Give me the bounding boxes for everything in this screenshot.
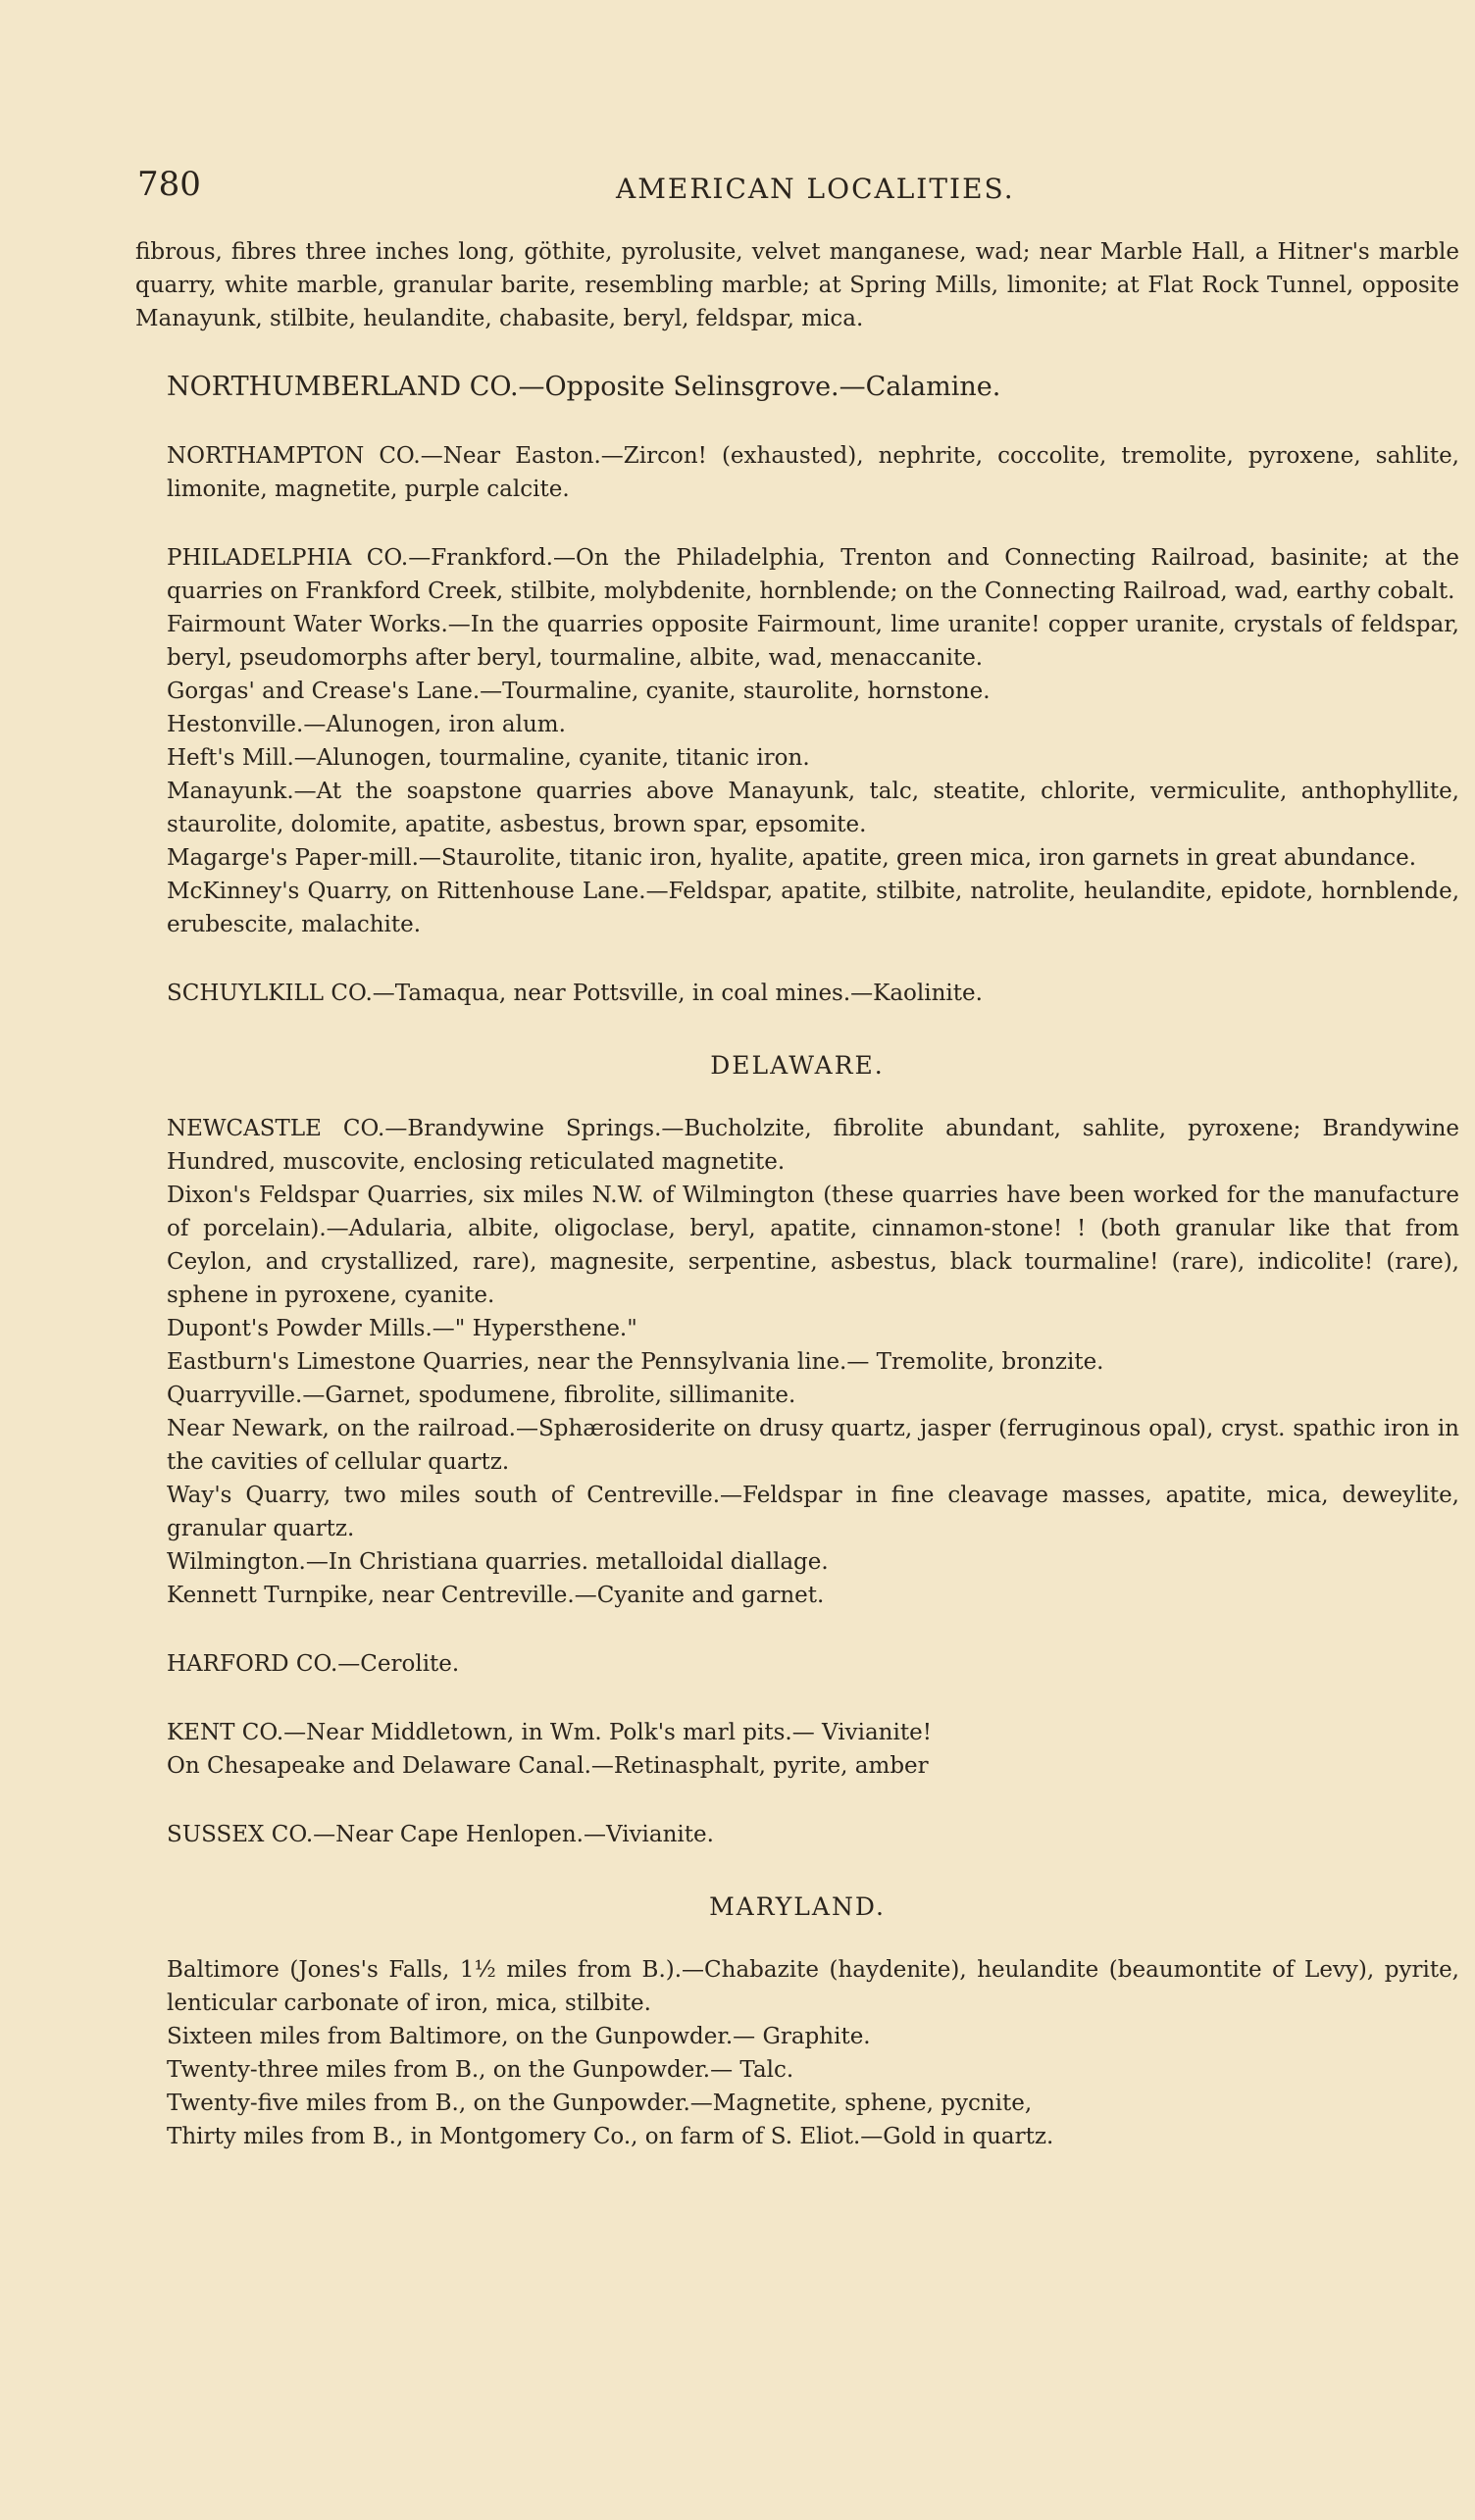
locality-entry: On Chesapeake and Delaware Canal.—Retinasphalt, pyrite, amber: [167, 1753, 929, 1779]
locality-entry: Way's Quarry, two miles south of Centreville.—Feldspar in fine cleavage masses, apatite, mica, deweylite, granular quartz.: [167, 1483, 1459, 1541]
locality-entry: Near Newark, on the railroad.—Sphærosiderite on drusy quartz, jasper (ferruginous opal), cryst. spathic iron in the cavities of cellular quartz.: [167, 1416, 1459, 1475]
county-entry: SUSSEX CO.—Near Cape Henlopen.—Vivianite.: [167, 1822, 714, 1847]
county-entry: HARFORD CO.—Cerolite.: [167, 1651, 460, 1677]
locality-entry: Sixteen miles from Baltimore, on the Gunpowder.— Graphite.: [167, 2024, 871, 2049]
locality-entry: Heft's Mill.—Alunogen, tourmaline, cyanite, titanic iron.: [167, 745, 810, 771]
state-heading: DELAWARE.: [710, 1051, 885, 1080]
locality-entry: McKinney's Quarry, on Rittenhouse Lane.—Feldspar, apatite, stilbite, natrolite, heulandite, epidote, hornblende, erubescite, malachite.: [167, 879, 1459, 937]
county-entry: KENT CO.—Near Middletown, in Wm. Polk's marl pits.— Vivianite!: [167, 1720, 932, 1745]
running-title: AMERICAN LOCALITIES.: [616, 173, 1015, 205]
page-header: [137, 165, 1461, 210]
county-entry: NEWCASTLE CO.—Brandywine Springs.—Bucholzite, fibrolite abundant, sahlite, pyroxene; Brandywine Hundred, muscovite, enclosing reticulated magnetite.: [167, 1116, 1459, 1175]
locality-entry: Thirty miles from B., in Montgomery Co., on farm of S. Eliot.—Gold in quartz.: [167, 2124, 1054, 2149]
county-entry: PHILADELPHIA CO.—Frankford.—On the Philadelphia, Trenton and Connecting Railroad, basinite; at the quarries on Frankford Creek, stilbite, molybdenite, hornblende; on the Connecting Railroad, wad, earthy cobalt.: [167, 545, 1459, 604]
locality-entry: Hestonville.—Alunogen, iron alum.: [167, 712, 566, 737]
county-entry: NORTHAMPTON CO.—Near Easton.—Zircon! (exhausted), nephrite, coccolite, tremolite, pyroxene, sahlite, limonite, magnetite, purple calcite.: [167, 443, 1459, 502]
locality-entry: Twenty-five miles from B., on the Gunpowder.—Magnetite, sphene, pycnite,: [167, 2091, 1033, 2116]
locality-entry: Kennett Turnpike, near Centreville.—Cyanite and garnet.: [167, 1583, 825, 1608]
locality-entry: Gorgas' and Crease's Lane.—Tourmaline, cyanite, staurolite, hornstone.: [167, 679, 991, 704]
locality-entry: Baltimore (Jones's Falls, 1½ miles from B.).—Chabazite (haydenite), heulandite (beaumontite of Levy), pyrite, lenticular carbonate of iron, mica, stilbite.: [167, 1957, 1459, 2016]
locality-entry: Quarryville.—Garnet, spodumene, fibrolite, sillimanite.: [167, 1383, 796, 1408]
locality-entry: Eastburn's Limestone Quarries, near the Pennsylvania line.— Tremolite, bronzite.: [167, 1349, 1104, 1375]
page-body: [135, 235, 1459, 2153]
county-entry: SCHUYLKILL CO.—Tamaqua, near Pottsville, in coal mines.—Kaolinite.: [167, 981, 983, 1006]
county-heading: NORTHUMBERLAND CO.—Opposite Selinsgrove.—Calamine.: [167, 372, 1001, 402]
page-number: 780: [137, 165, 201, 204]
locality-entry: Fairmount Water Works.—In the quarries opposite Fairmount, lime uranite! copper uranite, crystals of feldspar, beryl, pseudomorphs after beryl, tourmaline, albite, wad, menaccanite.: [167, 612, 1459, 671]
locality-entry: Wilmington.—In Christiana quarries. metalloidal diallage.: [167, 1549, 829, 1575]
state-heading: MARYLAND.: [709, 1892, 886, 1921]
locality-entry: Dupont's Powder Mills.—" Hypersthene.": [167, 1316, 637, 1341]
locality-entry: Dixon's Feldspar Quarries, six miles N.W. of Wilmington (these quarries have been worked for the manufacture of porcelain).—Adularia, albite, oligoclase, beryl, apatite, cinnamon-stone! ! (both granular like that from Ceylon, and crystallized, rare), magnesite, serpentine, asbestus, black tourmaline! (rare), indicolite! (rare), sphene in pyroxene, cyanite.: [167, 1183, 1459, 1308]
locality-entry: Twenty-three miles from B., on the Gunpowder.— Talc.: [167, 2057, 794, 2083]
text-paragraph: fibrous, fibres three inches long, göthite, pyrolusite, velvet manganese, wad; near Marble Hall, a Hitner's marble quarry, white marble, granular barite, resembling marble; at Spring Mills, limonite; at Flat Rock Tunnel, opposite Manayunk, stilbite, heulandite, chabasite, beryl, feldspar, mica.: [135, 239, 1459, 331]
locality-entry: Manayunk.—At the soapstone quarries above Manayunk, talc, steatite, chlorite, vermiculite, anthophyllite, staurolite, dolomite, apatite, asbestus, brown spar, epsomite.: [167, 779, 1459, 837]
locality-entry: Magarge's Paper-mill.—Staurolite, titanic iron, hyalite, apatite, green mica, iron garnets in great abundance.: [167, 845, 1417, 871]
